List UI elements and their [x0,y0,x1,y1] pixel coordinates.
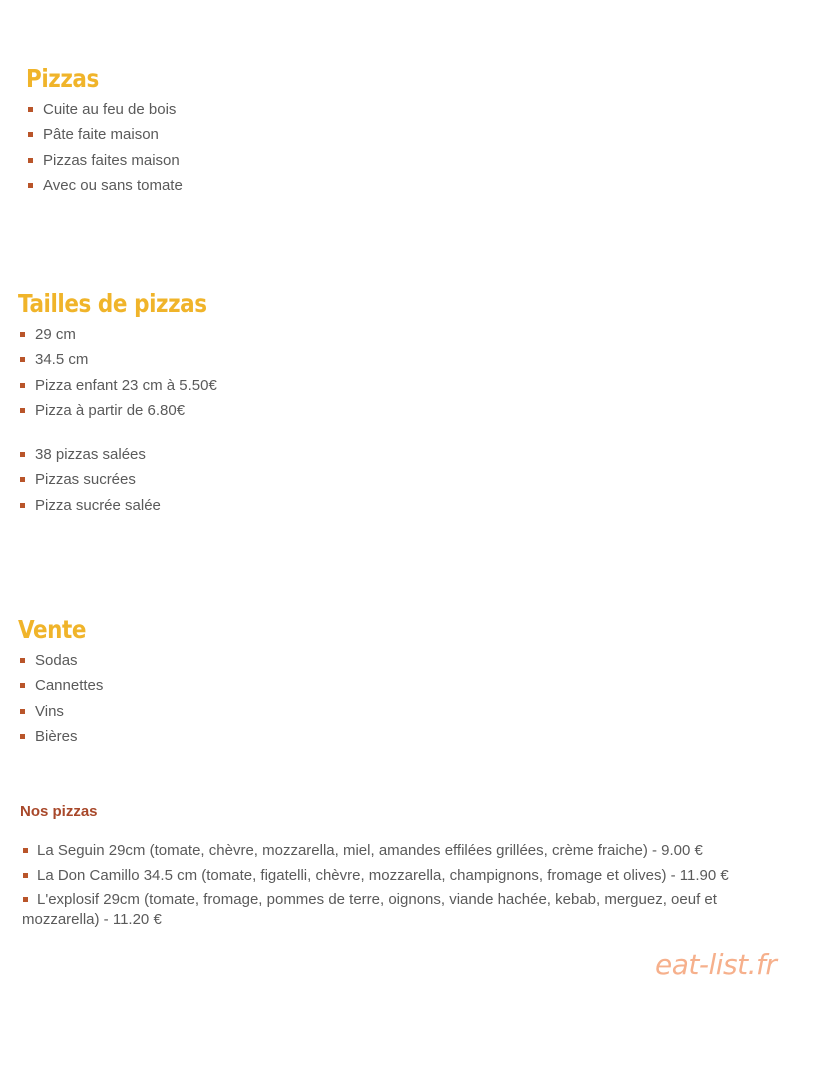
pizzas-section [26,64,183,198]
vente-heading: Vente [18,615,87,644]
list-item: Pizza sucrée salée [18,493,237,518]
list-item: Pizza enfant 23 cm à 5.50€ [18,373,237,398]
list-item: Pizzas sucrées [18,467,237,492]
list-item: Pizzas faites maison [26,148,183,173]
list-item: Cuite au feu de bois [26,97,183,122]
list-item: Bières [18,724,103,749]
pizzas-list [26,97,183,198]
list-item: 29 cm [18,322,237,347]
pizzas-heading: Pizzas [26,64,99,93]
menu-item: La Don Camillo 34.5 cm (tomate, figatelli, chèvre, mozzarella, champignons, fromage et olives) - 11.90 € [22,866,762,886]
nos-pizzas-list [22,841,762,934]
watermark-logo: eat-list.fr [655,948,777,981]
list-item: Sodas [18,648,103,673]
vente-list [18,648,103,749]
list-item: Avec ou sans tomate [26,173,183,198]
tailles-list [18,322,237,423]
list-item: Pizza à partir de 6.80€ [18,398,237,423]
tailles-heading: Tailles de pizzas [18,289,207,318]
vente-section [18,615,103,749]
nos-pizzas-heading: Nos pizzas [20,803,98,820]
list-item: Pâte faite maison [26,122,183,147]
list-item: Vins [18,699,103,724]
spacer [18,423,237,442]
menu-item: L'explosif 29cm (tomate, fromage, pommes de terre, oignons, viande hachée, kebab, merguez, oeuf et mozzarella) - 11.20 € [22,890,762,929]
menu-item: La Seguin 29cm (tomate, chèvre, mozzarella, miel, amandes effilées grillées, crème fraiche) - 9.00 € [22,841,762,861]
pizza-types-list [18,442,237,518]
list-item: 34.5 cm [18,347,237,372]
list-item: 38 pizzas salées [18,442,237,467]
list-item: Cannettes [18,673,103,698]
tailles-section [18,289,237,518]
